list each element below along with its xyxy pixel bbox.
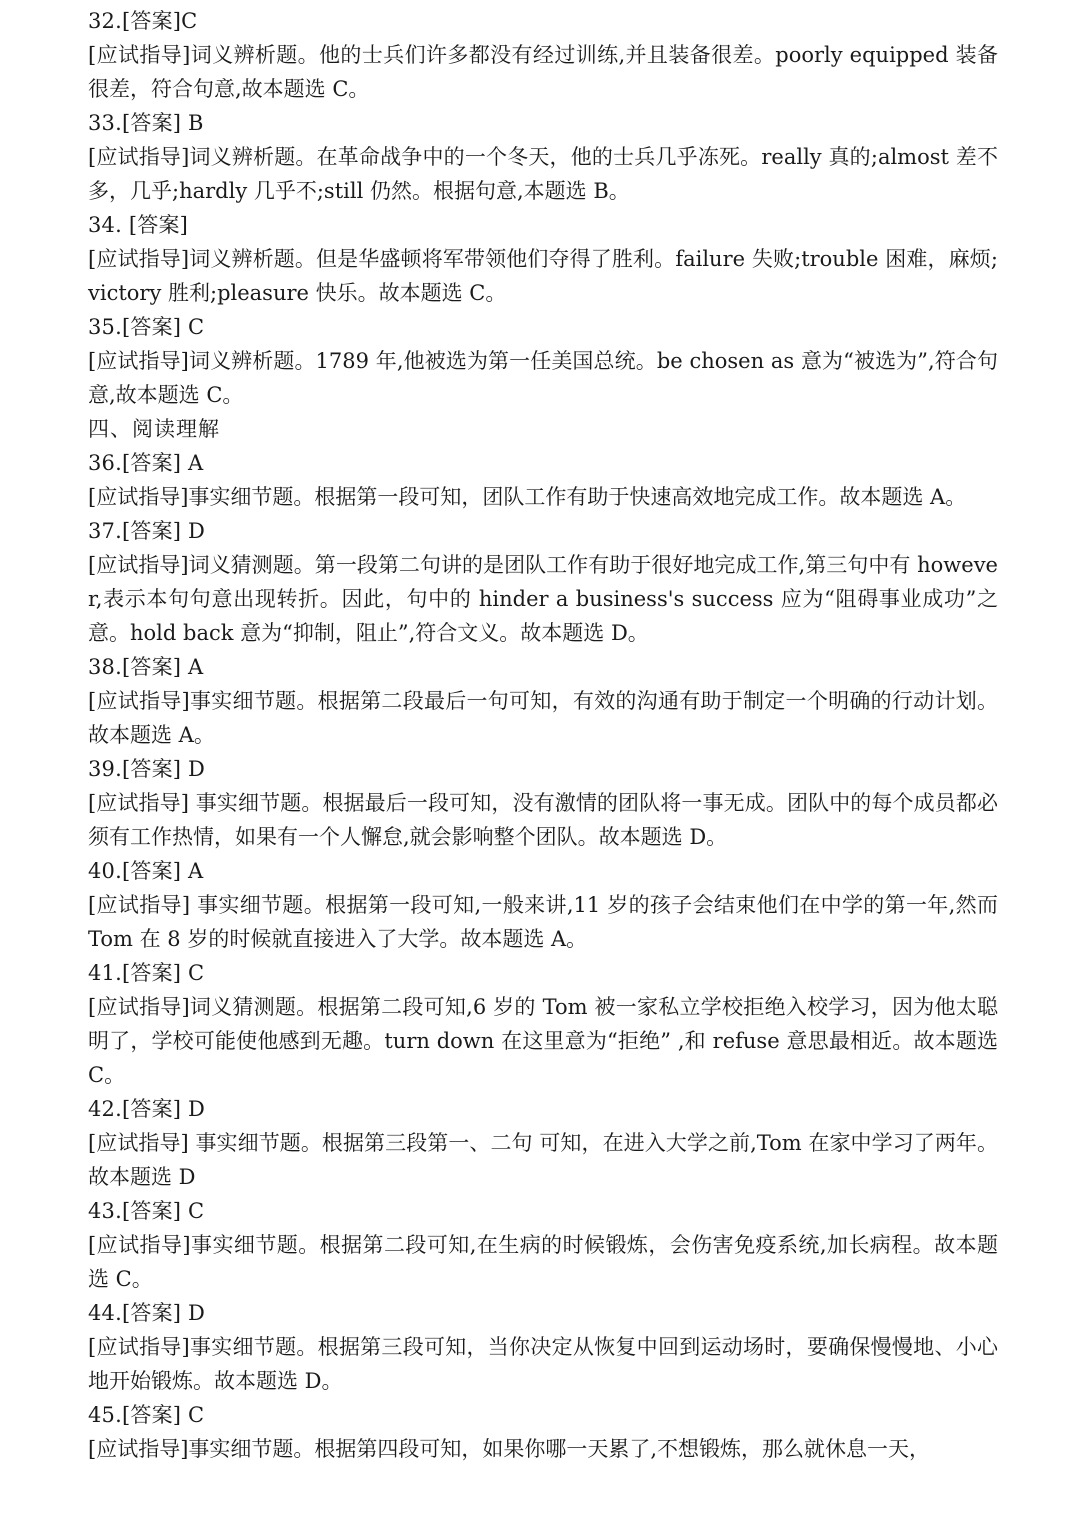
section-heading-reading: 四、阅读理解 [88, 417, 220, 441]
answer-32: 32.[答案]C [88, 9, 198, 33]
guide-44: [应试指导]事实细节题。根据第三段可知，当你决定从恢复中回到运动场时，要确保慢慢地、小心地开始锻炼。故本题选 D。 [88, 1335, 998, 1393]
guide-42: [应试指导] 事实细节题。根据第三段第一、二句 可知，在进入大学之前,Tom 在家中学习了两年。故本题选 D [88, 1131, 998, 1189]
answer-41: 41.[答案] C [88, 961, 205, 985]
guide-34: [应试指导]词义辨析题。但是华盛顿将军带领他们夺得了胜利。failure 失败;trouble 困难，麻烦;victory 胜利;pleasure 快乐。故本题选 C。 [88, 247, 998, 305]
answer-40: 40.[答案] A [88, 859, 204, 883]
answer-36: 36.[答案] A [88, 451, 204, 475]
answer-43: 43.[答案] C [88, 1199, 205, 1223]
answer-42: 42.[答案] D [88, 1097, 206, 1121]
answer-39: 39.[答案] D [88, 757, 206, 781]
guide-32: [应试指导]词义辨析题。他的士兵们许多都没有经过训练,并且装备很差。poorly equipped 装备很差，符合句意,故本题选 C。 [88, 43, 998, 101]
guide-38: [应试指导]事实细节题。根据第二段最后一句可知，有效的沟通有助于制定一个明确的行动计划。故本题选 A。 [88, 689, 998, 747]
answer-key-content [88, 4, 998, 1466]
guide-39: [应试指导] 事实细节题。根据最后一段可知，没有激情的团队将一事无成。团队中的每个成员都必须有工作热情，如果有一个人懈怠,就会影响整个团队。故本题选 D。 [88, 791, 998, 849]
guide-41: [应试指导]词义猜测题。根据第二段可知,6 岁的 Tom 被一家私立学校拒绝入校学习，因为他太聪明了，学校可能使他感到无趣。turn down 在这里意为“拒绝” ,和 refuse 意思最相近。故本题选 C。 [88, 995, 998, 1087]
guide-43: [应试指导]事实细节题。根据第二段可知,在生病的时候锻炼，会伤害免疫系统,加长病程。故本题选 C。 [88, 1233, 998, 1291]
answer-34: 34. [答案] [88, 213, 189, 237]
answer-33: 33.[答案] B [88, 111, 204, 135]
answer-44: 44.[答案] D [88, 1301, 206, 1325]
answer-38: 38.[答案] A [88, 655, 204, 679]
guide-36: [应试指导]事实细节题。根据第一段可知，团队工作有助于快速高效地完成工作。故本题选 A。 [88, 485, 967, 509]
guide-45: [应试指导]事实细节题。根据第四段可知，如果你哪一天累了,不想锻炼，那么就休息一天， [88, 1437, 931, 1461]
guide-33: [应试指导]词义辨析题。在革命战争中的一个冬天，他的士兵几乎冻死。really 真的;almost 差不多，几乎;hardly 几乎不;still 仍然。根据句意,本题选 B。 [88, 145, 998, 203]
answer-35: 35.[答案] C [88, 315, 205, 339]
answer-37: 37.[答案] D [88, 519, 206, 543]
guide-37: [应试指导]词义猜测题。第一段第二句讲的是团队工作有助于很好地完成工作,第三句中有 however,表示本句句意出现转折。因此，句中的 hinder a business's success 应为“阻碍事业成功”之意。hold back 意为“抑制，阻止”,符合文义。故本题选 D。 [88, 553, 998, 645]
answer-45: 45.[答案] C [88, 1403, 205, 1427]
guide-40: [应试指导] 事实细节题。根据第一段可知,一般来讲,11 岁的孩子会结束他们在中学的第一年,然而 Tom 在 8 岁的时候就直接进入了大学。故本题选 A。 [88, 893, 998, 951]
guide-35: [应试指导]词义辨析题。1789 年,他被选为第一任美国总统。be chosen as 意为“被选为”,符合句意,故本题选 C。 [88, 349, 998, 407]
